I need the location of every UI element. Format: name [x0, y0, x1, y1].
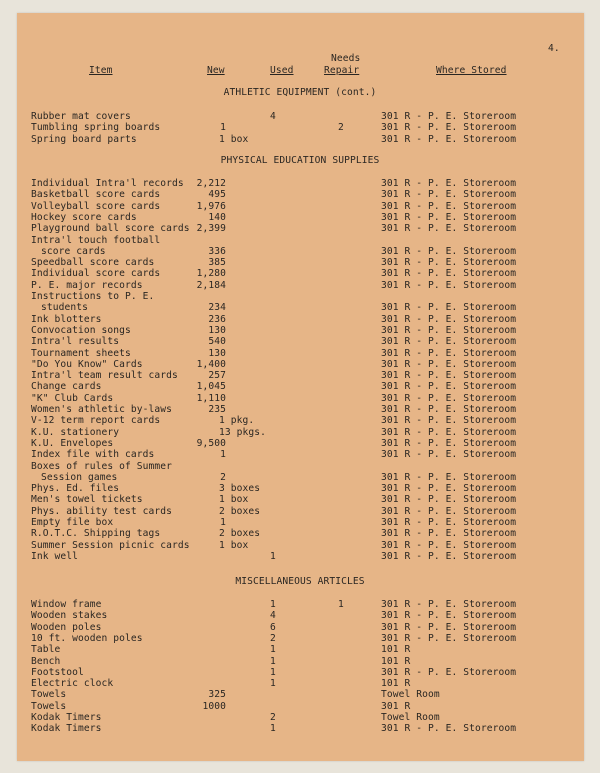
row-where-stored: 301 R - P. E. Storeroom [381, 415, 517, 427]
row-item: P. E. major records [31, 279, 143, 291]
row-new: 2 boxes [219, 528, 261, 540]
row-where-stored: 301 R - P. E. Storeroom [381, 621, 517, 633]
row-where-stored: 301 R - P. E. Storeroom [381, 392, 517, 404]
row-where-stored: 301 R - P. E. Storeroom [381, 189, 517, 201]
row-where-stored: 301 R - P. E. Storeroom [381, 528, 517, 540]
row-item: Convocation songs [31, 324, 131, 336]
row-item: Change cards [31, 381, 102, 393]
row-used: 6 [270, 621, 276, 633]
row-item: Towels [31, 700, 67, 712]
row-new: 336 [208, 245, 226, 257]
row-where-stored: 301 R - P. E. Storeroom [381, 257, 517, 269]
row-where-stored: 301 R - P. E. Storeroom [381, 723, 517, 735]
row-used: 1 [270, 655, 276, 667]
row-where-stored: 301 R - P. E. Storeroom [381, 324, 517, 336]
header-repair: Repair [324, 65, 360, 76]
row-where-stored: 301 R - P. E. Storeroom [381, 381, 517, 393]
row-where-stored: 301 R - P. E. Storeroom [381, 336, 517, 348]
row-where-stored: 301 R - P. E. Storeroom [381, 539, 517, 551]
row-item: Hockey score cards [31, 211, 137, 223]
row-new: 140 [208, 211, 226, 223]
row-where-stored: 301 R - P. E. Storeroom [381, 279, 517, 291]
row-where-stored: 301 R - P. E. Storeroom [381, 666, 517, 678]
row-item: Spring board parts [31, 133, 137, 145]
row-item: "Do You Know" Cards [31, 358, 143, 370]
row-item: Phys. Ed. files [31, 483, 120, 495]
row-new: 2 boxes [219, 505, 261, 517]
row-where-stored: 301 R - P. E. Storeroom [381, 133, 517, 145]
row-where-stored: 101 R [381, 644, 411, 656]
row-item: Table [31, 644, 61, 656]
row-item-continued: students [41, 302, 89, 314]
row-where-stored: 301 R - P. E. Storeroom [381, 517, 517, 528]
row-new: 130 [208, 347, 226, 359]
row-where-stored: 301 R - P. E. Storeroom [381, 610, 517, 622]
row-used: 1 [270, 599, 276, 610]
row-item: Footstool [31, 666, 84, 678]
row-item-continued: Session games [41, 471, 118, 483]
row-new: 3 boxes [219, 483, 261, 495]
row-used: 4 [270, 610, 276, 622]
row-new: 1,110 [196, 392, 226, 404]
section-title: ATHLETIC EQUIPMENT (cont.) [223, 87, 377, 98]
row-item: Men's towel tickets [31, 494, 143, 506]
row-where-stored: 301 R - P. E. Storeroom [381, 483, 517, 495]
row-item: Wooden stakes [31, 610, 108, 622]
section-title: MISCELLANEOUS ARTICLES [235, 576, 365, 587]
row-new: 2,399 [196, 223, 226, 235]
row-new: 257 [208, 370, 226, 382]
row-where-stored: 301 R - P. E. Storeroom [381, 211, 517, 223]
row-item: Individual Intra'l records [31, 178, 184, 189]
row-new: 13 pkgs. [219, 426, 267, 438]
row-where-stored: 301 R - P. E. Storeroom [381, 111, 517, 122]
row-new: 2 [220, 471, 226, 483]
row-where-stored: 301 R - P. E. Storeroom [381, 313, 517, 325]
row-new: 1,976 [196, 200, 226, 212]
row-where-stored: 301 R - P. E. Storeroom [381, 550, 517, 562]
row-item: Tumbling spring boards [31, 122, 161, 134]
row-new: 540 [208, 336, 226, 348]
row-item: 10 ft. wooden poles [31, 632, 143, 644]
row-new: 1 [220, 449, 226, 461]
row-new: 9,500 [196, 437, 226, 449]
row-repair: 2 [338, 122, 344, 134]
row-where-stored: 301 R - P. E. Storeroom [381, 370, 517, 382]
row-item: Boxes of rules of Summer [31, 460, 173, 472]
row-new: 236 [208, 313, 226, 325]
row-item: Ink well [31, 550, 79, 562]
row-item: Kodak Timers [31, 723, 102, 735]
row-where-stored: 301 R - P. E. Storeroom [381, 632, 517, 644]
row-item: Window frame [31, 599, 102, 610]
row-item: Instructions to P. E. [31, 291, 155, 302]
row-item: Intra'l team result cards [31, 370, 178, 382]
header-item: Item [89, 65, 113, 76]
row-new: 1 box [219, 133, 249, 145]
row-item: R.O.T.C. Shipping tags [31, 528, 161, 540]
header-used: Used [270, 65, 294, 76]
row-used: 2 [270, 632, 276, 644]
row-item: Summer Session picnic cards [31, 539, 190, 551]
row-item: Tournament sheets [31, 347, 131, 359]
row-used: 4 [270, 111, 276, 122]
row-item: Bench [31, 655, 61, 667]
row-where-stored: 301 R - P. E. Storeroom [381, 245, 517, 257]
row-where-stored: 301 R - P. E. Storeroom [381, 599, 517, 610]
row-where-stored: 301 R - P. E. Storeroom [381, 471, 517, 483]
row-item: Index file with cards [31, 449, 155, 461]
row-item: Empty file box [31, 517, 114, 528]
row-where-stored: 301 R - P. E. Storeroom [381, 449, 517, 461]
row-item: Intra'l results [31, 336, 120, 348]
row-new: 1 pkg. [219, 415, 255, 427]
row-new: 1,400 [196, 358, 226, 370]
row-new: 1,280 [196, 268, 226, 280]
header-new: New [207, 65, 225, 76]
row-repair: 1 [338, 599, 344, 610]
row-new: 325 [208, 689, 226, 701]
row-where-stored: 301 R - P. E. Storeroom [381, 494, 517, 506]
row-where-stored: 301 R - P. E. Storeroom [381, 505, 517, 517]
row-item: K.U. Envelopes [31, 437, 114, 449]
document-page [17, 13, 584, 761]
header-where-stored: Where Stored [436, 65, 507, 76]
row-new: 385 [208, 257, 226, 269]
row-item: Individual score cards [31, 268, 161, 280]
row-where-stored: Towel Room [381, 689, 440, 701]
row-where-stored: 301 R - P. E. Storeroom [381, 404, 517, 415]
row-new: 1000 [202, 700, 226, 712]
row-new: 2,184 [196, 279, 226, 291]
row-item: Towels [31, 689, 67, 701]
row-item: Intra'l touch football [31, 234, 161, 246]
row-where-stored: Towel Room [381, 712, 440, 723]
row-item-continued: score cards [41, 245, 106, 257]
row-where-stored: 301 R - P. E. Storeroom [381, 437, 517, 449]
row-where-stored: 101 R [381, 655, 411, 667]
row-used: 1 [270, 678, 276, 690]
row-where-stored: 301 R - P. E. Storeroom [381, 347, 517, 359]
page-number: 4. [548, 43, 560, 54]
row-where-stored: 301 R - P. E. Storeroom [381, 178, 517, 189]
row-item: Phys. ability test cards [31, 505, 173, 517]
header-needs: Needs [331, 53, 361, 64]
row-where-stored: 101 R [381, 678, 411, 690]
row-item: "K" Club Cards [31, 392, 114, 404]
row-item: Women's athletic by-laws [31, 404, 173, 415]
row-where-stored: 301 R - P. E. Storeroom [381, 302, 517, 314]
row-new: 1 [220, 517, 226, 528]
row-where-stored: 301 R - P. E. Storeroom [381, 122, 517, 134]
row-item: Rubber mat covers [31, 111, 131, 122]
row-where-stored: 301 R - P. E. Storeroom [381, 426, 517, 438]
row-item: Playground ball score cards [31, 223, 190, 235]
row-item: V-12 term report cards [31, 415, 161, 427]
row-item: Basketball score cards [31, 189, 161, 201]
section-title: PHYSICAL EDUCATION SUPPLIES [220, 155, 380, 166]
row-where-stored: 301 R - P. E. Storeroom [381, 200, 517, 212]
row-new: 235 [208, 404, 226, 415]
row-used: 1 [270, 644, 276, 656]
row-used: 1 [270, 666, 276, 678]
row-new: 1,045 [196, 381, 226, 393]
row-new: 130 [208, 324, 226, 336]
row-item: Volleyball score cards [31, 200, 161, 212]
row-new: 234 [208, 302, 226, 314]
row-item: Electric clock [31, 678, 114, 690]
row-where-stored: 301 R - P. E. Storeroom [381, 358, 517, 370]
row-new: 495 [208, 189, 226, 201]
row-new: 1 box [219, 539, 249, 551]
row-used: 1 [270, 550, 276, 562]
row-new: 1 [220, 122, 226, 134]
row-item: Speedball score cards [31, 257, 155, 269]
row-item: K.U. stationery [31, 426, 120, 438]
row-item: Kodak Timers [31, 712, 102, 723]
row-where-stored: 301 R - P. E. Storeroom [381, 268, 517, 280]
row-used: 1 [270, 723, 276, 735]
row-new: 1 box [219, 494, 249, 506]
row-item: Wooden poles [31, 621, 102, 633]
row-where-stored: 301 R - P. E. Storeroom [381, 223, 517, 235]
row-new: 2,212 [196, 178, 226, 189]
row-item: Ink blotters [31, 313, 102, 325]
row-where-stored: 301 R [381, 700, 411, 712]
row-used: 2 [270, 712, 276, 723]
